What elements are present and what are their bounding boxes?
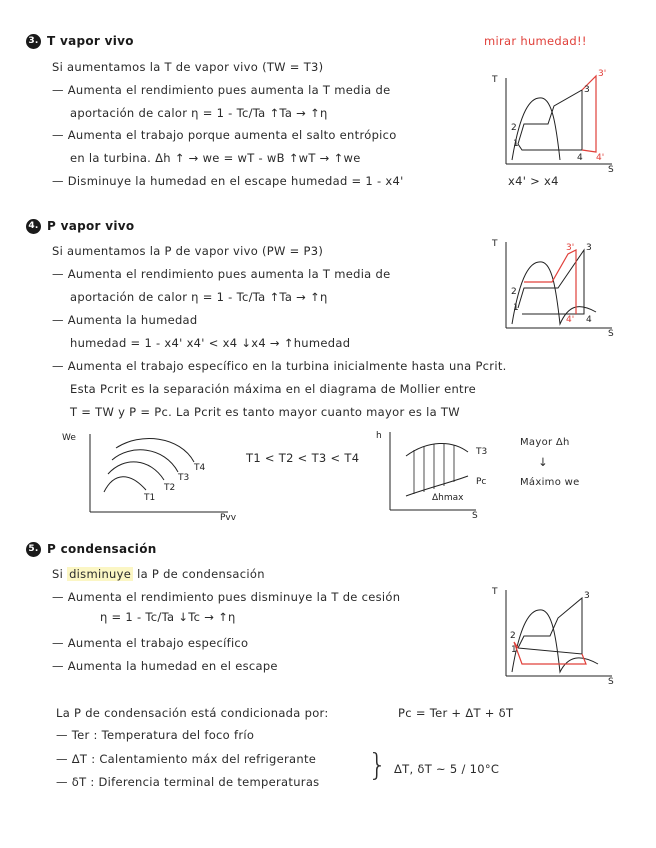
footer-formula: Pc = Ter + ΔT + δT	[398, 706, 514, 720]
text-line: η = 1 - Tc/Ta ↓Tc → ↑η	[100, 610, 236, 624]
axis-label-s: S	[472, 511, 478, 521]
section-5-heading	[26, 542, 157, 557]
text-line: — Aumenta la humedad	[52, 313, 198, 327]
text-line: — Disminuye la humedad en el escape humedad = 1 - x4'	[52, 174, 404, 188]
rankine-cycle	[518, 90, 582, 150]
text-line: — Aumenta el trabajo específico en la turbina inicialmente hasta una Pcrit.	[52, 359, 507, 373]
ts-diagram	[488, 69, 618, 175]
text-segment: Si	[52, 567, 64, 581]
point-label: 3	[584, 85, 590, 95]
text-line: T = TW y P = Pc. La Pcrit es tanto mayor cuanto mayor es la TW	[70, 405, 460, 419]
text-segment: la P de condensación	[137, 567, 265, 581]
comparison-note: x4' > x4	[508, 174, 559, 188]
t3-isotherm	[406, 443, 468, 456]
curve-label: T2	[164, 483, 176, 493]
point-label: 4	[586, 315, 592, 325]
curve-label: T3	[476, 447, 488, 457]
point-label: 4'	[596, 153, 605, 163]
text-line: — Aumenta el rendimiento pues aumenta la T media de	[52, 267, 391, 281]
text-line	[52, 567, 265, 581]
axis-label-h: h	[376, 431, 382, 441]
point-label: 1	[513, 303, 519, 313]
rankine-cycle	[518, 598, 582, 654]
footer-item: — δT : Diferencia terminal de temperaturas	[56, 775, 320, 789]
axis-label-s: S	[608, 329, 614, 339]
maximo-note: Máximo we	[520, 477, 580, 488]
axis-label-s: S	[608, 165, 614, 175]
curve-t3	[112, 450, 178, 472]
point-label: 3	[586, 243, 592, 253]
we-pvv-chart	[60, 428, 240, 523]
point-label: 3'	[566, 243, 575, 253]
down-arrow: ↓	[538, 455, 548, 469]
section-number: 5.	[26, 542, 41, 557]
section-title: P condensación	[47, 542, 157, 556]
text-line: — Aumenta el trabajo porque aumenta el salto entrópico	[52, 128, 397, 142]
section-number: 3.	[26, 34, 41, 49]
section-3-heading	[26, 34, 134, 49]
text-line: — Aumenta el rendimiento pues aumenta la T media de	[52, 83, 391, 97]
point-label: 3'	[598, 69, 607, 79]
point-label: 2	[510, 631, 516, 641]
ts-diagram	[488, 584, 618, 687]
text-line: Si aumentamos la T de vapor vivo (TW = T3)	[52, 60, 324, 74]
point-label: 3	[584, 591, 590, 601]
point-label: 4	[577, 153, 583, 163]
axis-label-t: T	[492, 239, 498, 249]
delta-label: Δhmax	[432, 493, 464, 503]
high-pressure-cycle	[524, 250, 576, 314]
section-4-heading	[26, 219, 134, 234]
axis-label-s: S	[608, 677, 614, 687]
saturation-dome	[512, 98, 560, 160]
mayor-note: Mayor Δh	[520, 437, 570, 448]
axis-label-t: T	[492, 75, 498, 85]
footer-item: — ΔT : Calentamiento máx del refrigerante	[56, 752, 317, 766]
curve-label: T1	[144, 493, 156, 503]
point-label: 1	[511, 645, 517, 655]
text-line: Esta Pcrit es la separación máxima en el diagrama de Mollier entre	[70, 382, 476, 396]
footer-item: — Ter : Temperatura del foco frío	[56, 728, 255, 742]
point-label: 2	[511, 287, 517, 297]
side-note: mirar humedad!!	[484, 34, 587, 48]
point-label: 2	[511, 123, 517, 133]
saturation-dome	[512, 262, 596, 324]
footer-range: ΔT, δT ~ 5 / 10°C	[394, 762, 500, 776]
section-title: T vapor vivo	[47, 34, 134, 48]
text-line: — Aumenta el rendimiento pues disminuye la T de cesión	[52, 590, 401, 604]
curve-label: T4	[194, 463, 206, 473]
text-line: humedad = 1 - x4' x4' < x4 ↓x4 → ↑humedad	[70, 336, 351, 350]
point-label: 1	[513, 139, 519, 149]
text-line: aportación de calor η = 1 - Tc/Ta ↑Ta → ↑η	[70, 106, 328, 120]
axis-label-t: T	[492, 587, 498, 597]
text-line: en la turbina. Δh ↑ → we = wT - wB ↑wT → ↑we	[70, 151, 361, 165]
curve-t1	[104, 477, 146, 492]
section-number: 4.	[26, 219, 41, 234]
curve-label: Pc	[476, 477, 487, 487]
ts-diagram	[488, 236, 618, 339]
section-title: P vapor vivo	[47, 219, 135, 233]
mollier-diagram	[372, 426, 502, 521]
brace: }	[368, 748, 388, 783]
axis-label-pvv: Pvv	[220, 513, 237, 523]
text-line: — Aumenta el trabajo específico	[52, 636, 249, 650]
axis-label-we: We	[62, 433, 76, 443]
point-label: 4'	[566, 315, 575, 325]
curve-t2	[108, 462, 164, 480]
curve-label: T3	[178, 473, 190, 483]
curve-t4	[116, 439, 194, 462]
text-line: — Aumenta la humedad en el escape	[52, 659, 278, 673]
temperature-inequality: T1 < T2 < T3 < T4	[246, 451, 360, 465]
text-line: Si aumentamos la P de vapor vivo (PW = P3)	[52, 244, 324, 258]
text-line: aportación de calor η = 1 - Tc/Ta ↑Ta → ↑η	[70, 290, 328, 304]
footer-intro: La P de condensación está condicionada por:	[56, 706, 329, 720]
highlighted-word: disminuye	[69, 567, 132, 581]
